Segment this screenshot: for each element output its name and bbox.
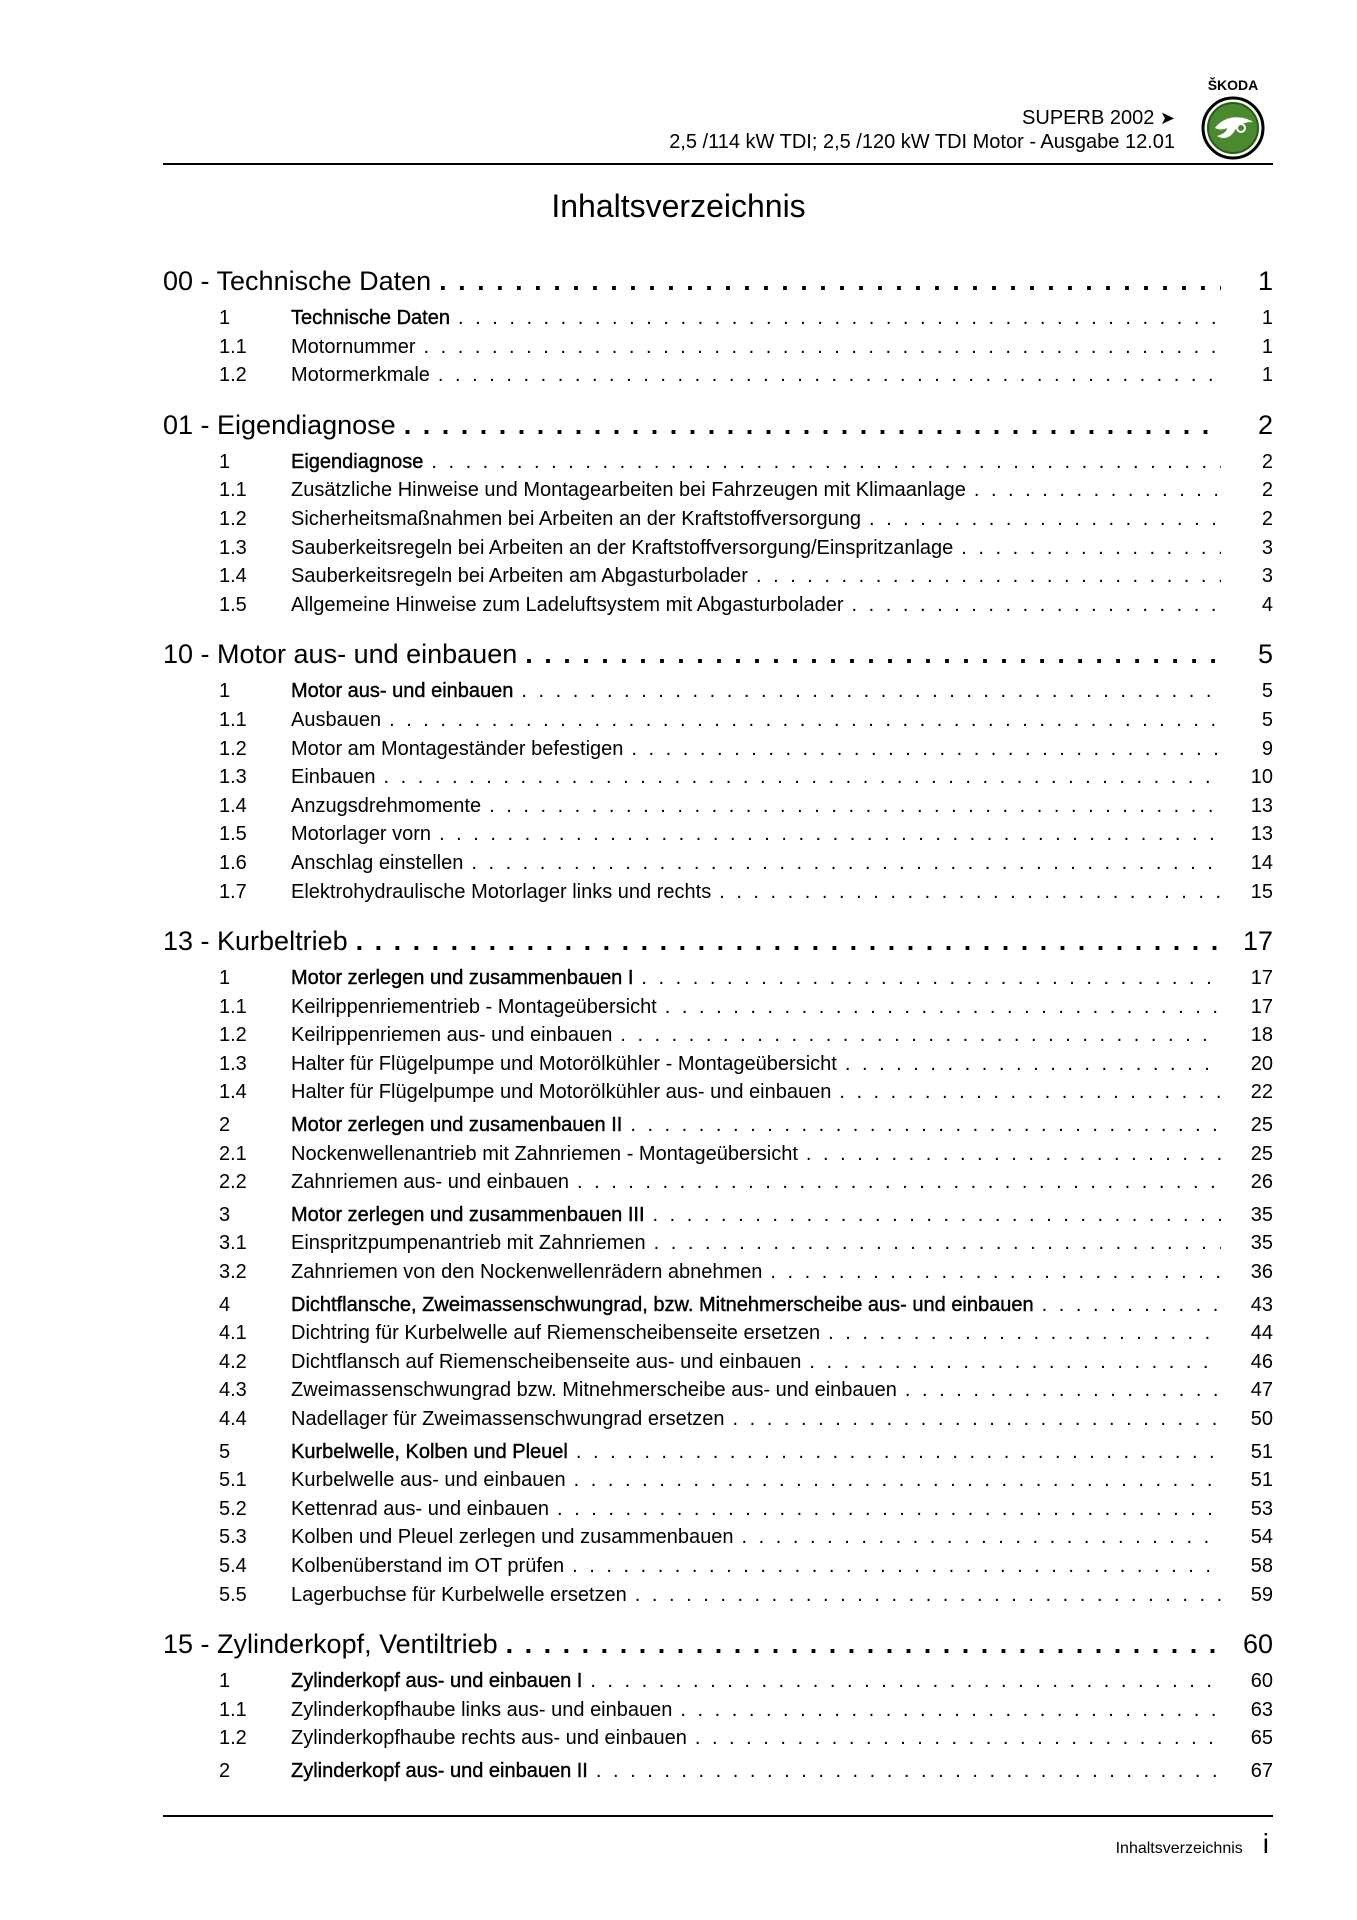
dot-leader: [974, 476, 1221, 505]
toc-section[interactable]: [163, 448, 1273, 477]
toc-section[interactable]: [163, 1201, 1273, 1230]
toc-number: 1: [219, 450, 231, 473]
dot-leader: [471, 849, 1221, 878]
dot-leader: [590, 1667, 1221, 1696]
model-line: [669, 106, 1175, 130]
toc-number: 1.5: [219, 823, 247, 846]
toc-title: Lagerbuchse für Kurbelwelle ersetzen: [291, 1583, 627, 1606]
toc-title: Dichtring für Kurbelwelle auf Riemenscheibenseite ersetzen: [291, 1322, 821, 1345]
toc-chapter[interactable]: [163, 406, 1273, 444]
toc-page-number: 3: [1261, 536, 1273, 559]
toc-number: 5.3: [219, 1526, 247, 1549]
dot-leader: [439, 820, 1221, 849]
toc-number: 4: [219, 1293, 231, 1316]
toc-title: 13 - Kurbeltrieb: [163, 926, 348, 957]
toc-subsection[interactable]: [163, 1348, 1273, 1377]
toc-page-number: 47: [1250, 1379, 1273, 1402]
toc-page-number: 63: [1250, 1698, 1273, 1721]
toc-page-number: 2: [1261, 479, 1273, 502]
toc-subsection[interactable]: [163, 1021, 1273, 1050]
toc-number: 1: [219, 1670, 231, 1693]
toc-title: Anzugsdrehmomente: [291, 794, 482, 817]
toc-page-number: 60: [1250, 1670, 1273, 1693]
toc-page-number: 18: [1250, 1024, 1273, 1047]
toc-number: 2.1: [219, 1142, 247, 1165]
toc-page-number: 13: [1250, 823, 1273, 846]
toc-subsection[interactable]: [163, 1376, 1273, 1405]
toc-number: 1.1: [219, 335, 247, 358]
dot-leader: [1042, 1291, 1221, 1320]
toc-page-number: 51: [1250, 1440, 1273, 1463]
dot-leader: [809, 1348, 1221, 1377]
toc-title: Zusätzliche Hinweise und Montagearbeiten bei Fahrzeugen mit Klimaanlage: [291, 479, 966, 502]
toc-title: 10 - Motor aus- und einbauen: [163, 639, 518, 670]
toc-title: Kolben und Pleuel zerlegen und zusammenbauen: [291, 1526, 734, 1549]
toc-subsection[interactable]: [163, 476, 1273, 505]
toc-subsection[interactable]: [163, 361, 1273, 390]
toc-page-number: 13: [1250, 794, 1273, 817]
toc-section[interactable]: [163, 964, 1273, 993]
dot-leader: [630, 1111, 1221, 1140]
toc-page-number: 58: [1250, 1554, 1273, 1577]
dot-leader: [653, 1201, 1221, 1230]
toc-page-number: 1: [1257, 266, 1273, 296]
toc-number: 1.4: [219, 794, 247, 817]
toc-page-number: 36: [1250, 1261, 1273, 1284]
dot-leader: [828, 1319, 1221, 1348]
toc-page-number: 2: [1261, 450, 1273, 473]
toc-subsection[interactable]: [163, 1168, 1273, 1197]
toc-number: 1.4: [219, 1081, 247, 1104]
toc-subsection[interactable]: [163, 1552, 1273, 1581]
dot-leader: [695, 1724, 1221, 1753]
toc-subsection[interactable]: [163, 1495, 1273, 1524]
toc-page-number: 35: [1250, 1203, 1273, 1226]
toc-chapter[interactable]: [163, 635, 1273, 673]
dot-leader: [905, 1376, 1221, 1405]
toc-title: Zahnriemen aus- und einbauen: [291, 1171, 569, 1194]
toc-subsection[interactable]: [163, 1229, 1273, 1258]
toc-number: 3.1: [219, 1232, 247, 1255]
toc-page-number: 2: [1261, 507, 1273, 530]
dot-leader: [852, 591, 1222, 620]
toc-page-number: 43: [1250, 1293, 1273, 1316]
toc-subsection[interactable]: [163, 534, 1273, 563]
toc-number: 1.6: [219, 851, 247, 874]
toc-number: 4.3: [219, 1379, 247, 1402]
toc-subsection[interactable]: [163, 735, 1273, 764]
toc-number: 1: [219, 307, 231, 329]
toc-page-number: 35: [1250, 1232, 1273, 1255]
toc-page-number: 17: [1250, 967, 1273, 990]
toc-title: Sicherheitsmaßnahmen bei Arbeiten an der Kraftstoffversorgung: [291, 507, 861, 530]
toc-title: Eigendiagnose: [291, 450, 424, 473]
toc-number: 3.2: [219, 1261, 247, 1284]
toc-title: Einbauen: [291, 766, 376, 789]
brand-wordmark: ŠKODA: [1207, 77, 1259, 93]
dot-leader: [439, 262, 1221, 300]
toc-number: 1.2: [219, 737, 247, 760]
toc-subsection[interactable]: [163, 333, 1273, 362]
toc-page-number: 26: [1250, 1171, 1273, 1194]
toc-title: Motor aus- und einbauen: [291, 680, 514, 703]
dot-leader: [961, 534, 1221, 563]
page-title: Inhaltsverzeichnis: [551, 188, 806, 224]
toc-subsection[interactable]: [163, 792, 1273, 821]
toc-title: Keilrippenriemen aus- und einbauen: [291, 1024, 613, 1047]
toc-title: Zylinderkopf aus- und einbauen II: [291, 1759, 588, 1782]
toc-number: 1.3: [219, 766, 247, 789]
header-text: [669, 106, 1175, 154]
model-name: SUPERB 2002: [1022, 107, 1155, 129]
toc-title: Motor zerlegen und zusamenbauen II: [291, 1114, 623, 1137]
toc-page-number: 54: [1250, 1526, 1273, 1549]
toc-number: 1.1: [219, 995, 247, 1018]
toc-subsection[interactable]: [163, 849, 1273, 878]
toc-number: 1.4: [219, 565, 247, 588]
toc-title: Zylinderkopf aus- und einbauen I: [291, 1670, 583, 1693]
toc-page-number: 2: [1257, 409, 1273, 440]
toc-number: 5.1: [219, 1469, 247, 1492]
toc-number: 1: [219, 967, 231, 990]
toc-section[interactable]: [163, 304, 1273, 333]
toc-page-number: 10: [1250, 766, 1273, 789]
dot-leader: [384, 763, 1221, 792]
toc-title: Nockenwellenantrieb mit Zahnriemen - Montageübersicht: [291, 1142, 798, 1165]
dot-leader: [557, 1495, 1221, 1524]
toc-title: Motor am Montageständer befestigen: [291, 737, 624, 760]
toc-page-number: 51: [1250, 1469, 1273, 1492]
toc-title: Motormerkmale: [291, 364, 430, 387]
toc-chapter[interactable]: [163, 922, 1273, 960]
toc-title: Anschlag einstellen: [291, 851, 464, 874]
toc-page-number: 5: [1261, 680, 1273, 703]
toc-number: 1.5: [219, 593, 247, 616]
toc-subsection[interactable]: [163, 1581, 1273, 1610]
dot-leader: [869, 505, 1221, 534]
toc-section[interactable]: [163, 677, 1273, 706]
toc-number: 1.3: [219, 536, 247, 559]
toc-title: Halter für Flügelpumpe und Motorölkühler aus- und einbauen: [291, 1081, 832, 1104]
toc-title: 01 - Eigendiagnose: [163, 409, 396, 440]
toc-subsection[interactable]: [163, 591, 1273, 620]
toc-page-number: 20: [1250, 1052, 1273, 1075]
toc-page-number: 17: [1242, 926, 1273, 957]
engine-subtitle: 2,5 /114 kW TDI; 2,5 /120 kW TDI Motor - Ausgabe 12.01: [669, 131, 1175, 153]
dot-leader: [665, 993, 1221, 1022]
toc-number: 1.1: [219, 708, 247, 731]
dot-leader: [680, 1696, 1221, 1725]
dot-leader: [719, 878, 1221, 907]
toc-title: Motorlager vorn: [291, 823, 432, 846]
toc-number: 1.1: [219, 479, 247, 502]
toc-page-number: 14: [1250, 851, 1273, 874]
toc-subsection[interactable]: [163, 1696, 1273, 1725]
dot-leader: [839, 1078, 1221, 1107]
dot-leader: [356, 922, 1221, 960]
toc-page-number: 5: [1257, 639, 1273, 670]
toc-title: 15 - Zylinderkopf, Ventiltrieb: [163, 1629, 498, 1660]
toc-subsection[interactable]: [163, 1523, 1273, 1552]
toc-number: 2.2: [219, 1171, 247, 1194]
toc-subsection[interactable]: [163, 1078, 1273, 1107]
dot-leader: [577, 1168, 1221, 1197]
toc-title: Zweimassenschwungrad bzw. Mitnehmerscheibe aus- und einbauen: [291, 1379, 897, 1402]
dot-leader: [733, 1405, 1221, 1434]
dot-leader: [574, 1466, 1221, 1495]
dot-leader: [635, 1581, 1221, 1610]
toc-number: 3: [219, 1203, 231, 1226]
dot-leader: [641, 964, 1221, 993]
dot-leader: [845, 1050, 1221, 1079]
skoda-logo: [1193, 76, 1273, 164]
toc-page-number: 53: [1250, 1497, 1273, 1520]
toc-title: Sauberkeitsregeln bei Arbeiten am Abgasturbolader: [291, 565, 748, 588]
toc-title: Halter für Flügelpumpe und Motorölkühler - Montageübersicht: [291, 1052, 837, 1075]
toc-number: 1.3: [219, 1052, 247, 1075]
toc-number: 1: [219, 680, 231, 703]
toc-page-number: 1: [1261, 335, 1273, 358]
toc-page-number: 3: [1261, 565, 1273, 588]
toc-number: 5.2: [219, 1497, 247, 1520]
toc-number: 2: [219, 1114, 231, 1137]
toc-page-number: 67: [1250, 1759, 1273, 1782]
toc-title: Motor zerlegen und zusammenbauen III: [291, 1203, 645, 1226]
toc-section[interactable]: [163, 1667, 1273, 1696]
dot-leader: [596, 1757, 1221, 1786]
toc-subsection[interactable]: [163, 763, 1273, 792]
toc-title: Motor zerlegen und zusammenbauen I: [291, 967, 634, 990]
dot-leader: [770, 1258, 1221, 1287]
toc-subsection[interactable]: [163, 505, 1273, 534]
toc-title: 00 - Technische Daten: [163, 266, 432, 296]
toc-subsection[interactable]: [163, 1319, 1273, 1348]
toc-subsection[interactable]: [163, 1466, 1273, 1495]
toc-title: Allgemeine Hinweise zum Ladeluftsystem mit Abgasturbolader: [291, 593, 844, 616]
toc-title: Keilrippenriementrieb - Montageübersicht: [291, 995, 657, 1018]
toc-number: 5.5: [219, 1583, 247, 1606]
toc-title: Technische Daten: [291, 307, 450, 329]
toc-page-number: 17: [1250, 995, 1273, 1018]
toc-subsection[interactable]: [163, 1140, 1273, 1169]
toc-page-number: 22: [1250, 1081, 1273, 1104]
toc-title: Sauberkeitsregeln bei Arbeiten an der Kraftstoffversorgung/Einspritzanlage: [291, 536, 954, 559]
toc-title: Einspritzpumpenantrieb mit Zahnriemen: [291, 1232, 646, 1255]
toc-number: 1.2: [219, 507, 247, 530]
header-rule: [163, 163, 1273, 165]
toc-page-number: 46: [1250, 1350, 1273, 1373]
footer-label: Inhaltsverzeichnis: [1115, 1840, 1243, 1857]
toc-title: Nadellager für Zweimassenschwungrad ersetzen: [291, 1408, 725, 1430]
toc-section[interactable]: [163, 1757, 1273, 1786]
toc-page-number: 1: [1261, 364, 1273, 387]
toc-title: Zylinderkopfhaube links aus- und einbauen: [291, 1698, 673, 1721]
dot-leader: [742, 1523, 1221, 1552]
dot-leader: [806, 1140, 1221, 1169]
dot-leader: [506, 1625, 1221, 1663]
toc-section[interactable]: [163, 1438, 1273, 1467]
toc-title: Kurbelwelle, Kolben und Pleuel: [291, 1440, 568, 1463]
toc-section[interactable]: [163, 1291, 1273, 1320]
toc-number: 4.2: [219, 1350, 247, 1373]
page-number: i: [1262, 1828, 1269, 1859]
toc-title: Kolbenüberstand im OT prüfen: [291, 1554, 565, 1577]
toc-subsection[interactable]: [163, 1724, 1273, 1753]
toc-page-number: 4: [1261, 593, 1273, 616]
toc-subsection[interactable]: [163, 1258, 1273, 1287]
toc-number: 1.2: [219, 1024, 247, 1047]
dot-leader: [489, 792, 1221, 821]
toc-number: 4.1: [219, 1322, 247, 1345]
dot-leader: [572, 1552, 1221, 1581]
toc-title: Ausbauen: [291, 708, 382, 731]
toc-number: 1.1: [219, 1698, 247, 1721]
dot-leader: [756, 562, 1221, 591]
page-footer: [1116, 1828, 1269, 1860]
toc-subsection[interactable]: [163, 562, 1273, 591]
dot-leader: [654, 1229, 1221, 1258]
dot-leader: [521, 677, 1221, 706]
dot-leader: [423, 333, 1221, 362]
toc-number: 5.4: [219, 1554, 247, 1577]
toc-number: 2: [219, 1759, 231, 1782]
toc-page-number: 44: [1250, 1322, 1273, 1345]
toc-subsection[interactable]: [163, 1405, 1273, 1434]
page-header: [163, 76, 1273, 166]
toc-title: Dichtflansch auf Riemenscheibenseite aus- und einbauen: [291, 1350, 802, 1373]
arrow-icon: ➤: [1159, 108, 1175, 128]
toc-subsection[interactable]: [163, 993, 1273, 1022]
toc-section[interactable]: [163, 1111, 1273, 1140]
toc-subsection[interactable]: [163, 1050, 1273, 1079]
toc-page-number: 25: [1250, 1142, 1273, 1165]
toc-title: Dichtflansche, Zweimassenschwungrad, bzw. Mitnehmerscheibe aus- und einbauen: [291, 1293, 1034, 1316]
toc-number: 1.2: [219, 364, 247, 387]
toc-title: Motornummer: [291, 335, 416, 358]
dot-leader: [431, 448, 1221, 477]
toc-number: 4.4: [219, 1408, 247, 1430]
dot-leader: [631, 735, 1221, 764]
toc-title: Kettenrad aus- und einbauen: [291, 1497, 549, 1520]
toc-page-number: 9: [1261, 737, 1273, 760]
dot-leader: [620, 1021, 1221, 1050]
toc-page-number: 59: [1250, 1583, 1273, 1606]
toc-subsection[interactable]: [163, 878, 1273, 907]
dot-leader: [576, 1438, 1221, 1467]
toc-title: Zylinderkopfhaube rechts aus- und einbauen: [291, 1727, 687, 1750]
table-of-contents: [163, 262, 1273, 1786]
toc-page-number: 25: [1250, 1114, 1273, 1137]
toc-page-number: 5: [1261, 708, 1273, 731]
dot-leader: [438, 361, 1221, 390]
footer-rule: [163, 1815, 1273, 1817]
toc-title: Kurbelwelle aus- und einbauen: [291, 1469, 566, 1492]
toc-page-number: 1: [1261, 307, 1273, 329]
dot-leader: [525, 635, 1221, 673]
dot-leader: [458, 304, 1221, 333]
toc-number: 1.7: [219, 880, 247, 903]
toc-page-number: 50: [1250, 1408, 1273, 1430]
toc-page-number: 60: [1242, 1629, 1273, 1660]
toc-number: 5: [219, 1440, 231, 1463]
toc-subsection[interactable]: [163, 706, 1273, 735]
toc-page-number: 65: [1250, 1727, 1273, 1750]
dot-leader: [389, 706, 1221, 735]
toc-title: Elektrohydraulische Motorlager links und rechts: [291, 880, 712, 903]
toc-chapter[interactable]: [163, 262, 1273, 300]
toc-page-number: 15: [1250, 880, 1273, 903]
dot-leader: [404, 406, 1221, 444]
toc-number: 1.2: [219, 1727, 247, 1750]
toc-chapter[interactable]: [163, 1625, 1273, 1663]
toc-title: Zahnriemen von den Nockenwellenrädern abnehmen: [291, 1261, 763, 1284]
toc-subsection[interactable]: [163, 820, 1273, 849]
